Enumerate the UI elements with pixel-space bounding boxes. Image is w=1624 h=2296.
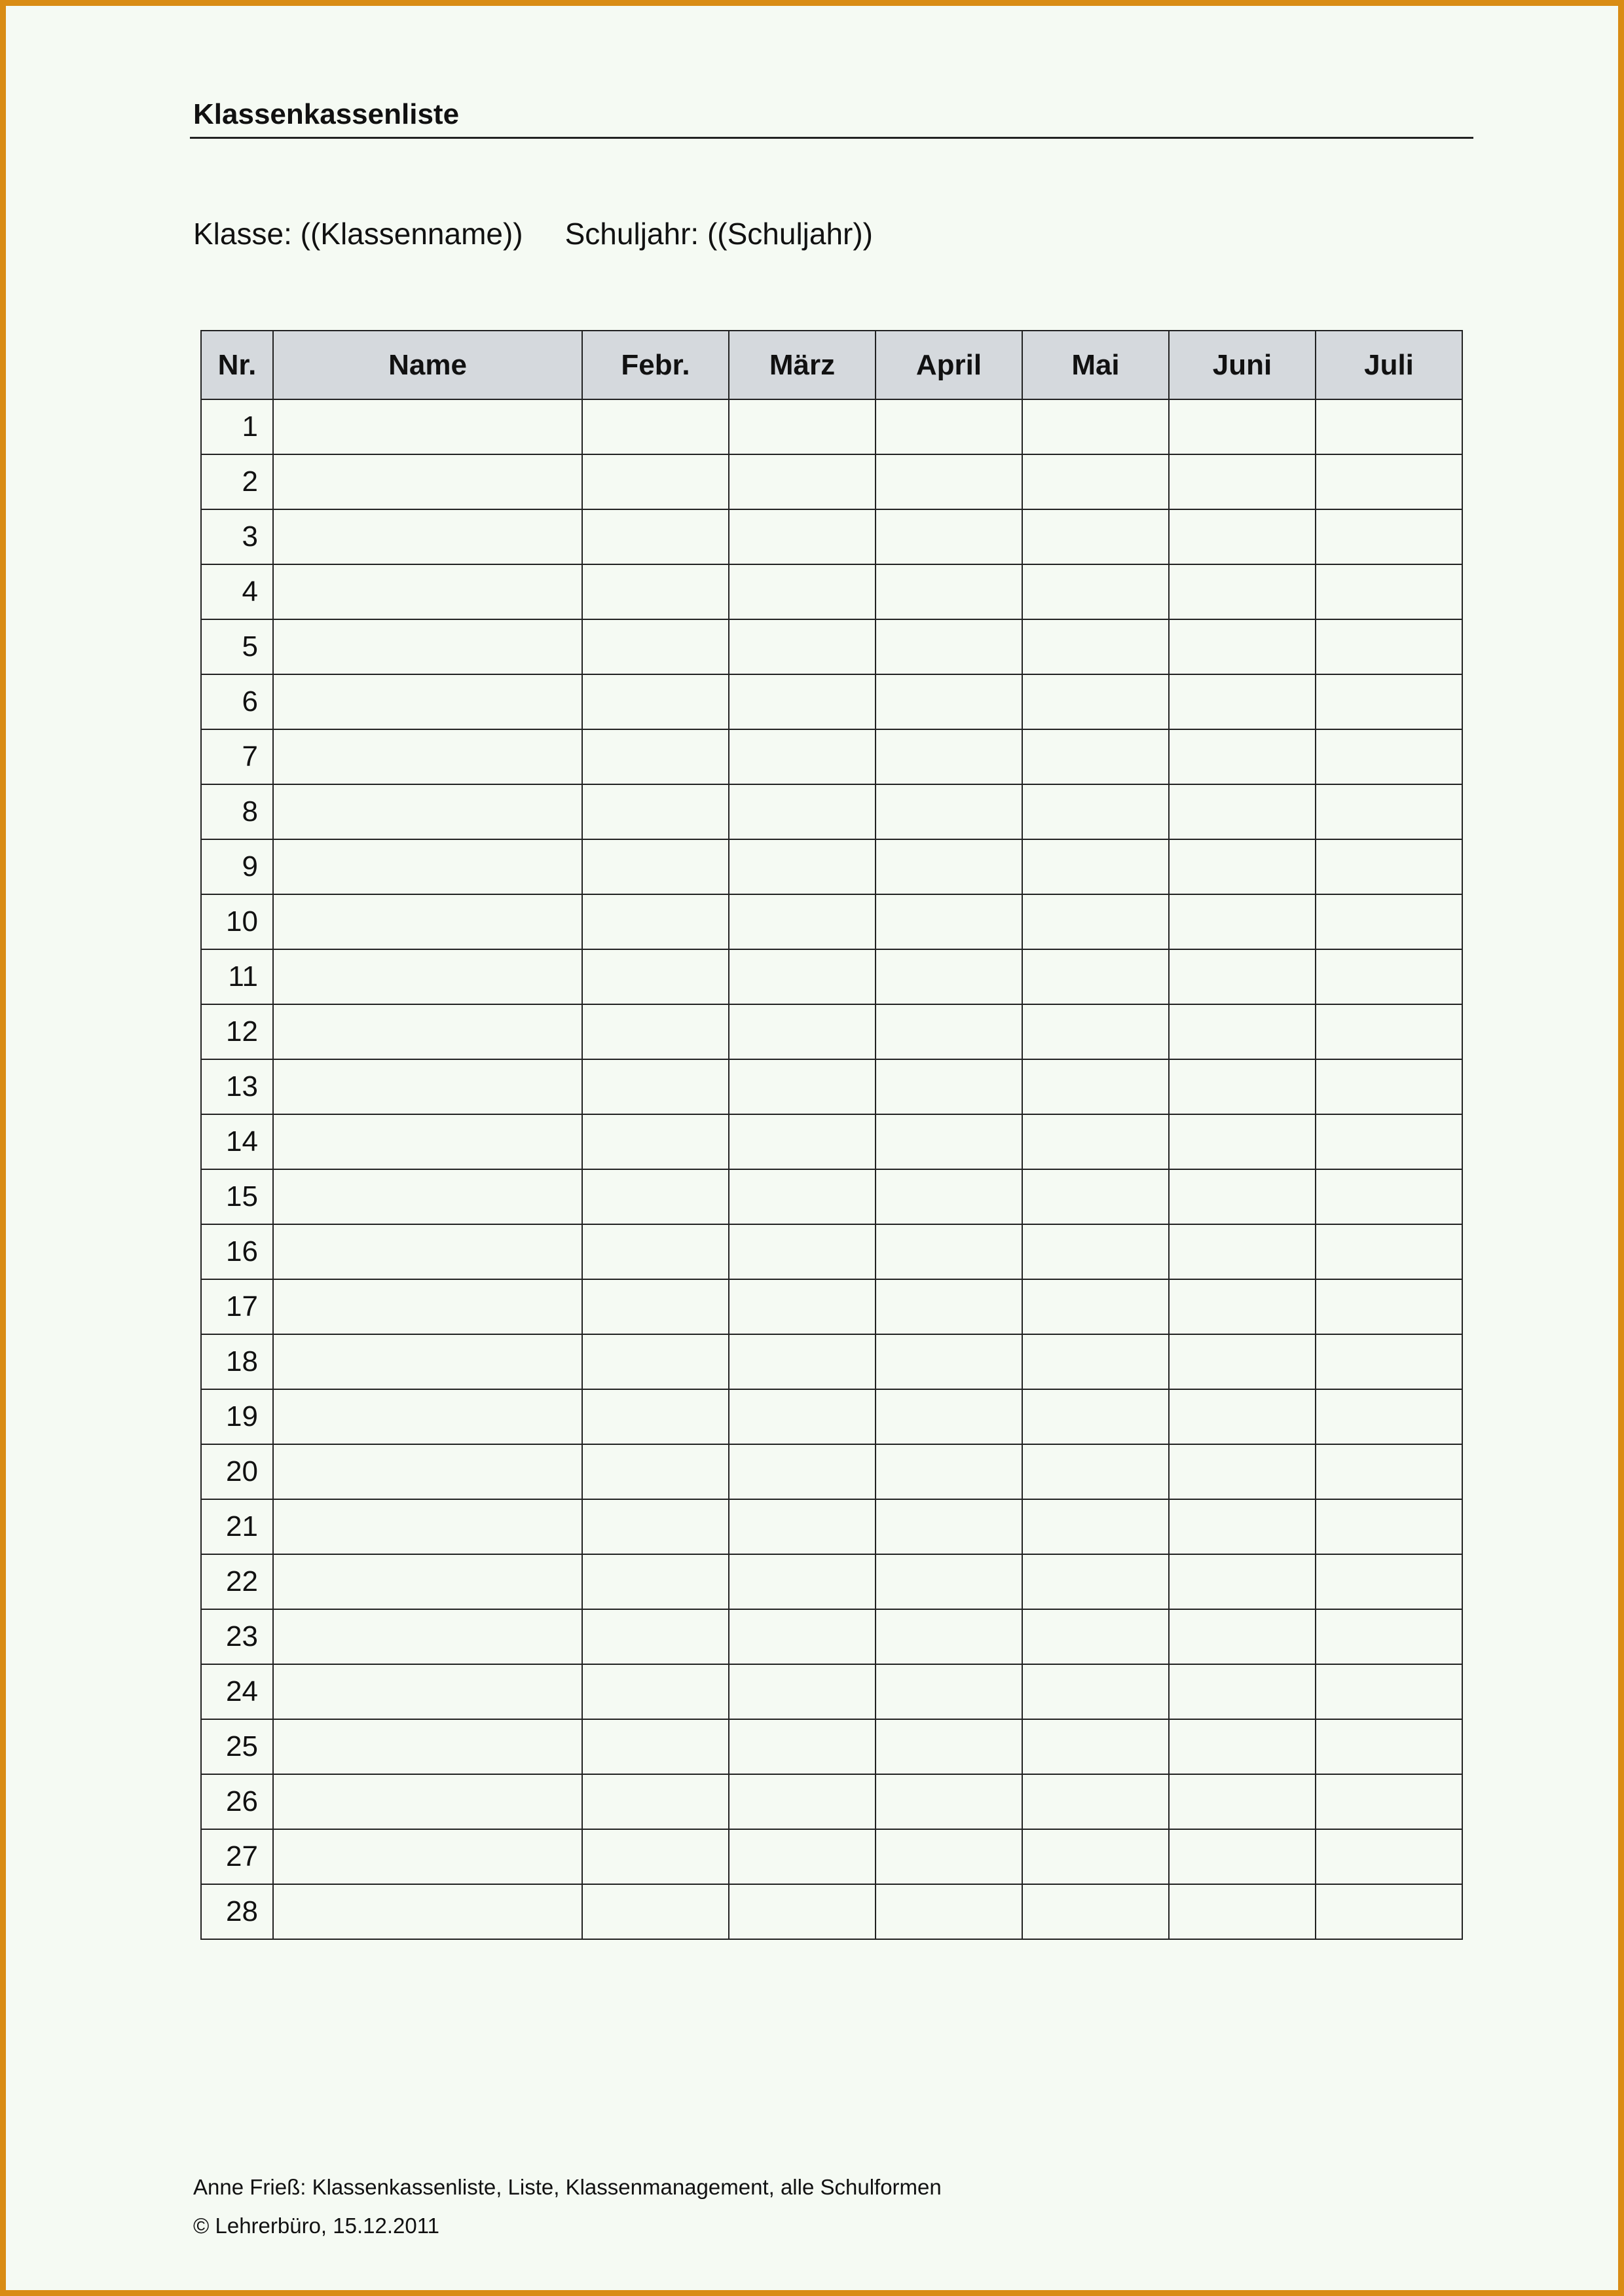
month-payment-cell[interactable] (1316, 619, 1462, 674)
month-payment-cell[interactable] (1169, 1884, 1316, 1939)
month-payment-cell[interactable] (1169, 1004, 1316, 1059)
month-payment-cell[interactable] (1316, 1224, 1462, 1279)
month-payment-cell[interactable] (1169, 509, 1316, 564)
month-payment-cell[interactable] (582, 784, 729, 839)
month-payment-cell[interactable] (582, 1609, 729, 1664)
school-year-label: Schuljahr: ((Schuljahr)) (564, 217, 874, 251)
month-payment-cell[interactable] (876, 894, 1022, 949)
name-cell[interactable] (273, 784, 582, 839)
month-payment-cell[interactable] (1022, 1554, 1169, 1609)
month-payment-cell[interactable] (1022, 1334, 1169, 1389)
month-payment-cell[interactable] (1022, 839, 1169, 894)
month-payment-cell[interactable] (1316, 1444, 1462, 1499)
month-payment-cell[interactable] (1169, 1059, 1316, 1114)
row-number: 5 (201, 619, 273, 674)
month-payment-cell[interactable] (1169, 1774, 1316, 1829)
month-payment-cell[interactable] (1316, 1829, 1462, 1884)
row-number: 17 (201, 1279, 273, 1334)
table-row (201, 1224, 1462, 1279)
month-payment-cell[interactable] (1022, 399, 1169, 454)
month-payment-cell[interactable] (582, 1499, 729, 1554)
month-payment-cell[interactable] (582, 1829, 729, 1884)
row-number: 22 (201, 1554, 273, 1609)
table-row (201, 1664, 1462, 1719)
name-cell[interactable] (273, 894, 582, 949)
month-payment-cell[interactable] (1022, 564, 1169, 619)
month-payment-cell[interactable] (729, 1774, 876, 1829)
row-number: 1 (201, 399, 273, 454)
month-payment-cell[interactable] (876, 1499, 1022, 1554)
month-payment-cell[interactable] (582, 949, 729, 1004)
name-cell[interactable] (273, 454, 582, 509)
month-payment-cell[interactable] (1316, 949, 1462, 1004)
table-row (201, 1774, 1462, 1829)
name-cell[interactable] (273, 509, 582, 564)
month-payment-cell[interactable] (1022, 1499, 1169, 1554)
table-row (201, 1114, 1462, 1169)
month-payment-cell[interactable] (1316, 1059, 1462, 1114)
month-payment-cell[interactable] (876, 619, 1022, 674)
month-payment-cell[interactable] (729, 1664, 876, 1719)
month-payment-cell[interactable] (1022, 949, 1169, 1004)
row-number: 28 (201, 1884, 273, 1939)
footer-copyright-line: © Lehrerbüro, 15.12.2011 (193, 2214, 439, 2238)
table-row (201, 399, 1462, 454)
table-row (201, 1609, 1462, 1664)
month-payment-cell[interactable] (876, 399, 1022, 454)
title-divider (190, 137, 1473, 139)
table-row (201, 784, 1462, 839)
header-month: Mai (1022, 331, 1169, 399)
month-payment-cell[interactable] (582, 399, 729, 454)
month-payment-cell[interactable] (1316, 1554, 1462, 1609)
table-row (201, 1554, 1462, 1609)
month-payment-cell[interactable] (1022, 1389, 1169, 1444)
class-info-line (193, 216, 873, 251)
table-row (201, 1279, 1462, 1334)
month-payment-cell[interactable] (876, 1114, 1022, 1169)
month-payment-cell[interactable] (1316, 564, 1462, 619)
table-row (201, 729, 1462, 784)
table-row (201, 1829, 1462, 1884)
month-payment-cell[interactable] (1022, 1829, 1169, 1884)
row-number: 15 (201, 1169, 273, 1224)
class-name-label: Klasse: ((Klassenname)) (193, 217, 523, 251)
name-cell[interactable] (273, 564, 582, 619)
month-payment-cell[interactable] (729, 1114, 876, 1169)
month-payment-cell[interactable] (1169, 1224, 1316, 1279)
month-payment-cell[interactable] (1022, 1004, 1169, 1059)
month-payment-cell[interactable] (1169, 399, 1316, 454)
row-number: 18 (201, 1334, 273, 1389)
month-payment-cell[interactable] (1169, 674, 1316, 729)
month-payment-cell[interactable] (876, 1334, 1022, 1389)
month-payment-cell[interactable] (582, 1444, 729, 1499)
month-payment-cell[interactable] (729, 674, 876, 729)
name-cell[interactable] (273, 729, 582, 784)
month-payment-cell[interactable] (876, 729, 1022, 784)
name-cell[interactable] (273, 1444, 582, 1499)
month-payment-cell[interactable] (1022, 1719, 1169, 1774)
row-number: 12 (201, 1004, 273, 1059)
month-payment-cell[interactable] (876, 674, 1022, 729)
month-payment-cell[interactable] (1169, 1719, 1316, 1774)
month-payment-cell[interactable] (1316, 454, 1462, 509)
row-number: 25 (201, 1719, 273, 1774)
month-payment-cell[interactable] (876, 1389, 1022, 1444)
month-payment-cell[interactable] (729, 1884, 876, 1939)
month-payment-cell[interactable] (582, 1884, 729, 1939)
month-payment-cell[interactable] (729, 1829, 876, 1884)
row-number: 16 (201, 1224, 273, 1279)
name-cell[interactable] (273, 839, 582, 894)
row-number: 13 (201, 1059, 273, 1114)
row-number: 24 (201, 1664, 273, 1719)
header-month: Juni (1169, 331, 1316, 399)
month-payment-cell[interactable] (729, 839, 876, 894)
month-payment-cell[interactable] (1316, 1334, 1462, 1389)
header-month: März (729, 331, 876, 399)
month-payment-cell[interactable] (582, 729, 729, 784)
month-payment-cell[interactable] (1022, 1169, 1169, 1224)
table-row (201, 619, 1462, 674)
month-payment-cell[interactable] (1022, 1444, 1169, 1499)
month-payment-cell[interactable] (582, 1279, 729, 1334)
month-payment-cell[interactable] (1169, 1114, 1316, 1169)
month-payment-cell[interactable] (1316, 1169, 1462, 1224)
month-payment-cell[interactable] (1022, 509, 1169, 564)
month-payment-cell[interactable] (1022, 1664, 1169, 1719)
row-number: 9 (201, 839, 273, 894)
table-row (201, 1444, 1462, 1499)
month-payment-cell[interactable] (1316, 1664, 1462, 1719)
row-number: 8 (201, 784, 273, 839)
table-row (201, 509, 1462, 564)
name-cell[interactable] (273, 1224, 582, 1279)
name-cell[interactable] (273, 674, 582, 729)
name-cell[interactable] (273, 1609, 582, 1664)
table-row (201, 674, 1462, 729)
month-payment-cell[interactable] (582, 1554, 729, 1609)
month-payment-cell[interactable] (582, 1664, 729, 1719)
month-payment-cell[interactable] (729, 1719, 876, 1774)
name-cell[interactable] (273, 1169, 582, 1224)
name-cell[interactable] (273, 1499, 582, 1554)
month-payment-cell[interactable] (1022, 894, 1169, 949)
month-payment-cell[interactable] (876, 454, 1022, 509)
name-cell[interactable] (273, 1664, 582, 1719)
month-payment-cell[interactable] (582, 1169, 729, 1224)
name-cell[interactable] (273, 1279, 582, 1334)
month-payment-cell[interactable] (582, 839, 729, 894)
name-cell[interactable] (273, 1719, 582, 1774)
month-payment-cell[interactable] (582, 1114, 729, 1169)
month-payment-cell[interactable] (1169, 729, 1316, 784)
month-payment-cell[interactable] (876, 509, 1022, 564)
month-payment-cell[interactable] (582, 1224, 729, 1279)
row-number: 21 (201, 1499, 273, 1554)
month-payment-cell[interactable] (729, 564, 876, 619)
month-payment-cell[interactable] (729, 619, 876, 674)
month-payment-cell[interactable] (729, 1279, 876, 1334)
table-row (201, 1169, 1462, 1224)
month-payment-cell[interactable] (876, 1609, 1022, 1664)
month-payment-cell[interactable] (1316, 729, 1462, 784)
header-name: Name (273, 331, 582, 399)
month-payment-cell[interactable] (876, 1719, 1022, 1774)
month-payment-cell[interactable] (876, 1059, 1022, 1114)
row-number: 4 (201, 564, 273, 619)
header-month: Juli (1316, 331, 1462, 399)
month-payment-cell[interactable] (1169, 1664, 1316, 1719)
month-payment-cell[interactable] (876, 1884, 1022, 1939)
month-payment-cell[interactable] (1316, 1609, 1462, 1664)
month-payment-cell[interactable] (582, 1004, 729, 1059)
month-payment-cell[interactable] (1316, 839, 1462, 894)
row-number: 14 (201, 1114, 273, 1169)
month-payment-cell[interactable] (729, 1169, 876, 1224)
class-cash-table (200, 330, 1463, 1940)
table-row (201, 1334, 1462, 1389)
month-payment-cell[interactable] (1316, 509, 1462, 564)
month-payment-cell[interactable] (1169, 839, 1316, 894)
month-payment-cell[interactable] (729, 1389, 876, 1444)
month-payment-cell[interactable] (729, 1444, 876, 1499)
month-payment-cell[interactable] (876, 1774, 1022, 1829)
month-payment-cell[interactable] (1316, 1114, 1462, 1169)
month-payment-cell[interactable] (1316, 1884, 1462, 1939)
month-payment-cell[interactable] (1022, 1774, 1169, 1829)
name-cell[interactable] (273, 1334, 582, 1389)
month-payment-cell[interactable] (1316, 1279, 1462, 1334)
month-payment-cell[interactable] (582, 509, 729, 564)
month-payment-cell[interactable] (1022, 1884, 1169, 1939)
table-header-row (201, 331, 1462, 399)
month-payment-cell[interactable] (582, 454, 729, 509)
month-payment-cell[interactable] (729, 894, 876, 949)
month-payment-cell[interactable] (1022, 454, 1169, 509)
month-payment-cell[interactable] (1169, 1334, 1316, 1389)
row-number: 10 (201, 894, 273, 949)
month-payment-cell[interactable] (729, 1499, 876, 1554)
table-row (201, 454, 1462, 509)
month-payment-cell[interactable] (1169, 1609, 1316, 1664)
month-payment-cell[interactable] (582, 1389, 729, 1444)
month-payment-cell[interactable] (1169, 454, 1316, 509)
month-payment-cell[interactable] (1316, 1719, 1462, 1774)
month-payment-cell[interactable] (1316, 399, 1462, 454)
month-payment-cell[interactable] (582, 1774, 729, 1829)
name-cell[interactable] (273, 399, 582, 454)
table-row (201, 894, 1462, 949)
month-payment-cell[interactable] (1316, 1774, 1462, 1829)
month-payment-cell[interactable] (729, 1554, 876, 1609)
name-cell[interactable] (273, 949, 582, 1004)
name-cell[interactable] (273, 1389, 582, 1444)
row-number: 27 (201, 1829, 273, 1884)
month-payment-cell[interactable] (729, 1224, 876, 1279)
header-nr: Nr. (201, 331, 273, 399)
month-payment-cell[interactable] (876, 1169, 1022, 1224)
month-payment-cell[interactable] (729, 509, 876, 564)
row-number: 20 (201, 1444, 273, 1499)
month-payment-cell[interactable] (1022, 1059, 1169, 1114)
month-payment-cell[interactable] (876, 564, 1022, 619)
month-payment-cell[interactable] (876, 1554, 1022, 1609)
month-payment-cell[interactable] (729, 1004, 876, 1059)
header-month: April (876, 331, 1022, 399)
month-payment-cell[interactable] (1022, 729, 1169, 784)
table-row (201, 1499, 1462, 1554)
month-payment-cell[interactable] (876, 1444, 1022, 1499)
month-payment-cell[interactable] (1316, 1389, 1462, 1444)
month-payment-cell[interactable] (1169, 564, 1316, 619)
name-cell[interactable] (273, 1829, 582, 1884)
table-row (201, 1059, 1462, 1114)
name-cell[interactable] (273, 1059, 582, 1114)
row-number: 11 (201, 949, 273, 1004)
table-row (201, 1389, 1462, 1444)
month-payment-cell[interactable] (1022, 1224, 1169, 1279)
row-number: 26 (201, 1774, 273, 1829)
month-payment-cell[interactable] (876, 949, 1022, 1004)
month-payment-cell[interactable] (876, 1829, 1022, 1884)
month-payment-cell[interactable] (1169, 894, 1316, 949)
month-payment-cell[interactable] (582, 1059, 729, 1114)
month-payment-cell[interactable] (1022, 1114, 1169, 1169)
month-payment-cell[interactable] (1169, 784, 1316, 839)
month-payment-cell[interactable] (729, 399, 876, 454)
name-cell[interactable] (273, 1884, 582, 1939)
row-number: 7 (201, 729, 273, 784)
month-payment-cell[interactable] (582, 674, 729, 729)
table-row (201, 1719, 1462, 1774)
name-cell[interactable] (273, 1774, 582, 1829)
month-payment-cell[interactable] (1022, 1279, 1169, 1334)
month-payment-cell[interactable] (1169, 1444, 1316, 1499)
month-payment-cell[interactable] (876, 1279, 1022, 1334)
month-payment-cell[interactable] (729, 454, 876, 509)
month-payment-cell[interactable] (1022, 784, 1169, 839)
month-payment-cell[interactable] (729, 1609, 876, 1664)
month-payment-cell[interactable] (876, 784, 1022, 839)
table-row (201, 949, 1462, 1004)
month-payment-cell[interactable] (1316, 784, 1462, 839)
month-payment-cell[interactable] (1169, 619, 1316, 674)
month-payment-cell[interactable] (582, 1719, 729, 1774)
month-payment-cell[interactable] (1316, 1004, 1462, 1059)
month-payment-cell[interactable] (876, 1224, 1022, 1279)
month-payment-cell[interactable] (1022, 674, 1169, 729)
page-title: Klassenkassenliste (193, 98, 460, 130)
name-cell[interactable] (273, 1004, 582, 1059)
footer-author-line: Anne Frieß: Klassenkassenliste, Liste, Klassenmanagement, alle Schulformen (193, 2175, 942, 2199)
month-payment-cell[interactable] (582, 894, 729, 949)
month-payment-cell[interactable] (1316, 1499, 1462, 1554)
row-number: 19 (201, 1389, 273, 1444)
month-payment-cell[interactable] (1169, 1279, 1316, 1334)
name-cell[interactable] (273, 619, 582, 674)
month-payment-cell[interactable] (1022, 619, 1169, 674)
month-payment-cell[interactable] (1169, 949, 1316, 1004)
table-row (201, 839, 1462, 894)
table-row (201, 564, 1462, 619)
header-month: Febr. (582, 331, 729, 399)
name-cell[interactable] (273, 1114, 582, 1169)
month-payment-cell[interactable] (876, 1004, 1022, 1059)
month-payment-cell[interactable] (876, 1664, 1022, 1719)
table-row (201, 1884, 1462, 1939)
month-payment-cell[interactable] (1169, 1499, 1316, 1554)
month-payment-cell[interactable] (729, 784, 876, 839)
row-number: 3 (201, 509, 273, 564)
month-payment-cell[interactable] (729, 949, 876, 1004)
month-payment-cell[interactable] (1022, 1609, 1169, 1664)
month-payment-cell[interactable] (729, 729, 876, 784)
month-payment-cell[interactable] (582, 564, 729, 619)
month-payment-cell[interactable] (1169, 1554, 1316, 1609)
month-payment-cell[interactable] (1316, 674, 1462, 729)
month-payment-cell[interactable] (876, 839, 1022, 894)
name-cell[interactable] (273, 1554, 582, 1609)
row-number: 6 (201, 674, 273, 729)
month-payment-cell[interactable] (1169, 1169, 1316, 1224)
table-row (201, 1004, 1462, 1059)
month-payment-cell[interactable] (729, 1334, 876, 1389)
month-payment-cell[interactable] (1316, 894, 1462, 949)
row-number: 2 (201, 454, 273, 509)
month-payment-cell[interactable] (1169, 1389, 1316, 1444)
row-number: 23 (201, 1609, 273, 1664)
month-payment-cell[interactable] (729, 1059, 876, 1114)
month-payment-cell[interactable] (582, 619, 729, 674)
month-payment-cell[interactable] (582, 1334, 729, 1389)
month-payment-cell[interactable] (1169, 1829, 1316, 1884)
